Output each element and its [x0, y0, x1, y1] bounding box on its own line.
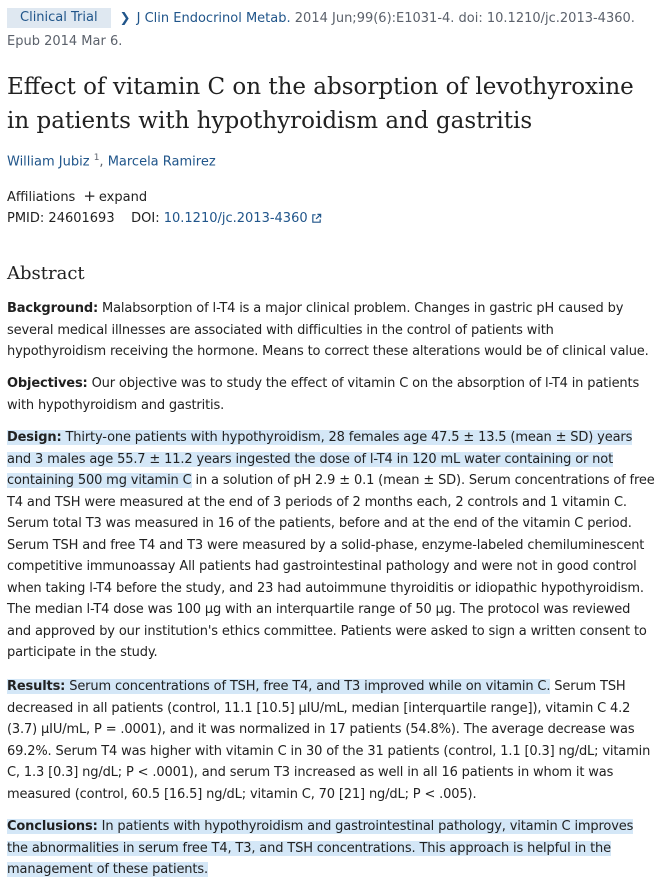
doi-value: 10.1210/jc.2013-4360	[163, 211, 308, 226]
abstract-heading: Abstract	[7, 263, 85, 284]
abstract-results	[7, 676, 655, 805]
section-text: in a solution of pH 2.9 ± 0.1 (mean ± SD). Serum concentrations of free T4 and TSH were measured at the end of 3 periods of 2 months each, 2 controls and 1 vitamin C. Serum total T3 was measured in 16 of the patients, before and at the end of the vitamin C period. Serum TSH and free T4 and T3 were measured by a solid-phase, enzyme-labeled chemiluminescent competitive immunoassay All patients had gastrointestinal pathology and were not in good control when taking l-T4 before the study, and 23 had autoimmune thyroiditis or idiopathic hypothyroidism. The median l-T4 dose was 100 μg with an interquartile range of 50 μg. The protocol was reviewed and approved by our institution's ethics committee. Patients were asked to sign a written consent to participate in the study.	[7, 473, 655, 660]
abstract-background	[7, 298, 655, 363]
section-text: Serum TSH decreased in all patients (control, 11.1 [10.5] μIU/mL, median [interquartile range]), vitamin C 4.2 (3.7) μIU/mL, P = .0001), and it was normalized in 17 patients (54.8%). The average decrease was 69.2%. Serum T4 was higher with vitamin C in 30 of the 31 patients (control, 1.1 [0.3] ng/dL; vitamin C, 1.3 [0.3] ng/dL; P < .0001), and serum T3 increased as well in all 16 patients in whom it was measured (control, 60.5 [16.5] ng/dL; vitamin C, 70 [21] ng/dL; P < .005).	[7, 679, 651, 802]
author-link[interactable]: William Jubiz	[7, 154, 90, 170]
section-text-highlighted: Serum concentrations of TSH, free T4, and T3 improved while on vitamin C.	[65, 679, 551, 694]
plus-icon: +	[83, 187, 96, 205]
section-label: Background:	[7, 301, 99, 316]
section-label: Objectives:	[7, 376, 88, 391]
affiliations-toggle[interactable]	[7, 187, 147, 205]
chevron-right-icon[interactable]: ❯	[119, 11, 131, 26]
highlight	[7, 679, 550, 694]
affiliation-number[interactable]: 1	[93, 153, 100, 163]
publication-type-badge[interactable]: Clinical Trial	[7, 8, 111, 28]
identifiers	[7, 211, 322, 226]
section-text: Our objective was to study the effect of vitamin C on the absorption of l-T4 in patients with hypothyroidism and gastritis.	[7, 376, 640, 413]
doi-link[interactable]	[164, 211, 322, 226]
author-list	[7, 153, 216, 169]
abstract-conclusions	[7, 816, 655, 881]
pmid-label: PMID:	[7, 211, 45, 226]
pmid-value: 24601693	[48, 211, 115, 226]
section-label: Design:	[7, 430, 62, 445]
author-link[interactable]: Marcela Ramirez	[107, 154, 216, 170]
section-text-highlighted: In patients with hypothyroidism and gastrointestinal pathology, vitamin C improves the abnormalities in serum free T4, T3, and TSH concentrations. This approach is helpful in the management of these patients.	[7, 819, 634, 877]
section-text: Malabsorption of l-T4 is a major clinical problem. Changes in gastric pH caused by several medical illnesses are associated with difficulties in the control of patients with hypothyroidism receiving the hormone. Means to correct these alterations would be of clinical value.	[7, 301, 649, 359]
doi-label: DOI:	[131, 211, 160, 226]
affiliations-label: Affiliations	[7, 190, 76, 205]
citation-line	[7, 8, 652, 29]
abstract-design	[7, 427, 655, 664]
section-label: Conclusions:	[7, 819, 98, 834]
section-label: Results:	[7, 679, 66, 694]
expand-label: expand	[98, 190, 148, 205]
section-text-highlighted: Thirty-one patients with hypothyroidism, 28 females age 47.5 ± 13.5 (mean ± SD) years and 3 males age 55.7 ± 11.2 years ingested the dose of l-T4 in 120 mL water containing or not containing 500 mg vitamin C	[7, 430, 633, 488]
citation-text: 2014 Jun;99(6):E1031-4. doi: 10.1210/jc.2013-4360.	[294, 11, 635, 26]
abstract-objectives	[7, 373, 655, 416]
external-link-icon	[311, 213, 322, 224]
article-title: Effect of vitamin C on the absorption of levothyroxine in patients with hypothyroidism and gastritis	[7, 74, 634, 134]
journal-link[interactable]: J Clin Endocrinol Metab.	[136, 11, 291, 26]
epub-date: Epub 2014 Mar 6.	[7, 34, 123, 49]
author-separator: ,	[99, 154, 108, 170]
highlight	[7, 819, 633, 877]
